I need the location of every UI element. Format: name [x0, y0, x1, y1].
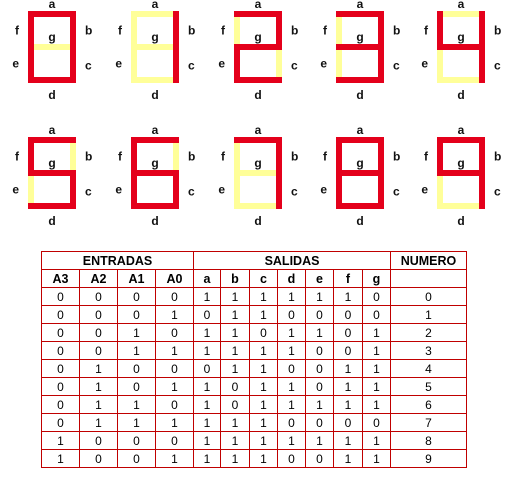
segment-label-f: f [15, 149, 19, 164]
table-cell: 0 [80, 306, 118, 324]
column-header: d [278, 270, 306, 288]
table-cell: 1 [306, 324, 334, 342]
table-row [42, 414, 467, 432]
seven-segment-digit [218, 123, 298, 228]
segment-label-a: a [48, 0, 56, 11]
table-cell: 1 [118, 396, 156, 414]
table-cell: 1 [250, 432, 278, 450]
table-cell: 1 [194, 450, 221, 468]
table-cell: 1 [80, 414, 118, 432]
table-cell: 1 [118, 414, 156, 432]
segment-label-a: a [48, 123, 56, 137]
table-cell: 1 [194, 378, 221, 396]
segment-label-e: e [218, 56, 225, 71]
segment-label-d: d [48, 214, 56, 228]
table-cell: 1 [278, 378, 306, 396]
table-cell: 0 [334, 306, 363, 324]
column-header: A0 [156, 270, 194, 288]
seven-segment-digit [320, 123, 400, 228]
segment-label-a: a [151, 0, 159, 11]
table-cell: 1 [250, 414, 278, 432]
seven-segment-digit [115, 0, 195, 102]
table-cell: 1 [194, 324, 221, 342]
table-cell: 0 [306, 342, 334, 360]
segment-label-d: d [356, 88, 364, 102]
segment-label-c: c [494, 58, 501, 73]
table-cell: 1 [250, 396, 278, 414]
table-cell: 1 [334, 396, 363, 414]
segment-label-e: e [320, 182, 327, 197]
segment-label-b: b [188, 23, 196, 38]
column-header: c [250, 270, 278, 288]
table-cell: 1 [278, 396, 306, 414]
table-cell: 0 [306, 378, 334, 396]
table-cell: 0 [334, 414, 363, 432]
column-header: f [334, 270, 363, 288]
table-cell: 0 [221, 378, 250, 396]
segment-label-c: c [494, 184, 501, 199]
segment-label-g: g [151, 30, 159, 44]
segment-label-c: c [393, 58, 400, 73]
table-cell: 1 [250, 360, 278, 378]
segment-label-d: d [151, 214, 159, 228]
table-cell: 0 [118, 432, 156, 450]
segment-label-b: b [291, 149, 299, 164]
table-cell: 0 [306, 450, 334, 468]
truth-table-body [42, 288, 467, 468]
numero-column-header [391, 270, 467, 288]
numero-cell: 2 [391, 324, 467, 342]
segment-label-a: a [356, 123, 364, 137]
table-cell: 1 [221, 432, 250, 450]
segment-label-f: f [424, 23, 428, 38]
table-row [42, 324, 467, 342]
table-cell: 1 [156, 414, 194, 432]
seven-segment-digit [115, 123, 195, 228]
table-cell: 1 [194, 396, 221, 414]
table-cell: 1 [80, 396, 118, 414]
table-cell: 1 [363, 432, 391, 450]
table-cell: 1 [306, 432, 334, 450]
segment-label-c: c [291, 58, 298, 73]
numero-cell: 8 [391, 432, 467, 450]
table-cell: 0 [194, 306, 221, 324]
segment-label-c: c [393, 184, 400, 199]
segment-label-d: d [151, 88, 159, 102]
table-cell: 0 [278, 450, 306, 468]
numero-cell: 1 [391, 306, 467, 324]
truth-table [41, 251, 467, 468]
table-cell: 1 [334, 288, 363, 306]
table-cell: 0 [363, 288, 391, 306]
segment-label-f: f [118, 23, 122, 38]
table-cell: 0 [334, 324, 363, 342]
table-cell: 1 [194, 414, 221, 432]
table-cell: 1 [306, 288, 334, 306]
table-row [42, 450, 467, 468]
seven-segment-digit [218, 0, 298, 102]
table-group-header-row [42, 252, 467, 270]
segment-label-b: b [291, 23, 299, 38]
table-cell: 0 [156, 360, 194, 378]
table-cell: 1 [278, 324, 306, 342]
segment-label-f: f [424, 149, 428, 164]
segment-label-a: a [457, 0, 465, 11]
table-row [42, 396, 467, 414]
segment-label-e: e [12, 56, 19, 71]
table-cell: 1 [306, 396, 334, 414]
column-header: A2 [80, 270, 118, 288]
table-cell: 0 [156, 396, 194, 414]
segment-label-a: a [457, 123, 465, 137]
table-cell: 0 [278, 306, 306, 324]
table-cell: 0 [306, 360, 334, 378]
table-cell: 0 [42, 288, 80, 306]
table-cell: 1 [334, 360, 363, 378]
seven-segment-digit [421, 123, 501, 228]
table-cell: 1 [156, 306, 194, 324]
segment-label-a: a [254, 123, 262, 137]
segment-label-f: f [323, 23, 327, 38]
segment-label-e: e [12, 182, 19, 197]
table-cell: 1 [363, 360, 391, 378]
table-cell: 1 [363, 396, 391, 414]
table-cell: 0 [42, 306, 80, 324]
segment-label-e: e [115, 182, 122, 197]
table-cell: 0 [156, 324, 194, 342]
segment-label-g: g [151, 156, 159, 170]
table-cell: 1 [334, 432, 363, 450]
segment-label-d: d [48, 88, 56, 102]
table-cell: 1 [250, 288, 278, 306]
table-row [42, 306, 467, 324]
table-cell: 1 [363, 324, 391, 342]
segment-label-g: g [254, 156, 262, 170]
segment-label-c: c [85, 184, 92, 199]
numero-cell: 7 [391, 414, 467, 432]
segment-label-c: c [85, 58, 92, 73]
table-cell: 0 [80, 324, 118, 342]
table-cell: 1 [221, 360, 250, 378]
table-cell: 0 [194, 360, 221, 378]
segment-label-a: a [151, 123, 159, 137]
table-cell: 1 [156, 450, 194, 468]
numero-cell: 4 [391, 360, 467, 378]
segment-label-g: g [356, 156, 364, 170]
table-cell: 1 [221, 414, 250, 432]
segment-label-g: g [356, 30, 364, 44]
table-cell: 0 [42, 360, 80, 378]
segment-label-b: b [494, 23, 502, 38]
table-cell: 1 [118, 342, 156, 360]
table-cell: 0 [42, 414, 80, 432]
segment-label-b: b [494, 149, 502, 164]
table-cell: 0 [118, 360, 156, 378]
segment-label-g: g [457, 156, 465, 170]
table-cell: 1 [42, 432, 80, 450]
table-cell: 0 [334, 342, 363, 360]
column-header: g [363, 270, 391, 288]
numero-cell: 0 [391, 288, 467, 306]
segment-label-a: a [356, 0, 364, 11]
table-cell: 0 [221, 396, 250, 414]
segment-label-f: f [221, 149, 225, 164]
segment-label-e: e [115, 56, 122, 71]
table-cell: 0 [363, 306, 391, 324]
table-cell: 1 [278, 432, 306, 450]
table-cell: 1 [278, 342, 306, 360]
segment-label-f: f [118, 149, 122, 164]
segment-label-c: c [291, 184, 298, 199]
table-cell: 1 [221, 450, 250, 468]
segment-label-g: g [457, 30, 465, 44]
segment-label-d: d [457, 214, 465, 228]
table-cell: 0 [250, 324, 278, 342]
table-cell: 1 [334, 378, 363, 396]
table-cell: 1 [250, 342, 278, 360]
table-cell: 1 [221, 306, 250, 324]
table-cell: 1 [221, 324, 250, 342]
seven-segment-digit [320, 0, 400, 102]
table-cell: 0 [278, 414, 306, 432]
table-cell: 0 [278, 360, 306, 378]
segment-label-g: g [48, 156, 56, 170]
column-header: e [306, 270, 334, 288]
column-header: a [194, 270, 221, 288]
column-header: A1 [118, 270, 156, 288]
seven-segment-digit [12, 123, 92, 228]
table-row [42, 432, 467, 450]
segment-label-f: f [323, 149, 327, 164]
table-cell: 1 [80, 360, 118, 378]
table-cell: 0 [306, 414, 334, 432]
table-cell: 0 [80, 288, 118, 306]
segment-label-e: e [421, 182, 428, 197]
table-cell: 1 [363, 342, 391, 360]
segment-label-b: b [393, 149, 401, 164]
table-cell: 0 [80, 450, 118, 468]
segment-label-d: d [356, 214, 364, 228]
table-row [42, 288, 467, 306]
table-cell: 0 [42, 396, 80, 414]
table-cell: 1 [194, 342, 221, 360]
table-cell: 1 [42, 450, 80, 468]
segment-label-a: a [254, 0, 262, 11]
seven-segment-digit [421, 0, 501, 102]
segment-label-g: g [48, 30, 56, 44]
segment-label-f: f [15, 23, 19, 38]
table-cell: 1 [334, 450, 363, 468]
table-cell: 1 [118, 324, 156, 342]
numero-header: NUMERO [391, 252, 467, 270]
table-cell: 1 [221, 288, 250, 306]
segment-label-b: b [393, 23, 401, 38]
table-cell: 0 [363, 414, 391, 432]
table-cell: 0 [156, 288, 194, 306]
table-cell: 0 [156, 432, 194, 450]
table-cell: 1 [250, 378, 278, 396]
table-row [42, 342, 467, 360]
table-cell: 1 [156, 378, 194, 396]
segment-label-e: e [320, 56, 327, 71]
table-cell: 0 [80, 342, 118, 360]
segment-label-b: b [188, 149, 196, 164]
table-cell: 0 [42, 324, 80, 342]
table-cell: 1 [250, 450, 278, 468]
segment-label-d: d [254, 214, 262, 228]
column-header: A3 [42, 270, 80, 288]
table-cell: 1 [363, 450, 391, 468]
segment-label-d: d [457, 88, 465, 102]
segment-label-b: b [85, 149, 93, 164]
table-cell: 1 [80, 378, 118, 396]
column-header: b [221, 270, 250, 288]
salidas-header: SALIDAS [194, 252, 391, 270]
segment-label-e: e [218, 182, 225, 197]
table-cell: 0 [306, 306, 334, 324]
segment-label-c: c [188, 58, 195, 73]
segment-label-b: b [85, 23, 93, 38]
table-cell: 0 [118, 378, 156, 396]
table-row [42, 360, 467, 378]
table-cell: 0 [42, 342, 80, 360]
table-cell: 0 [80, 432, 118, 450]
entradas-header: ENTRADAS [42, 252, 194, 270]
segment-label-g: g [254, 30, 262, 44]
table-column-header-row [42, 270, 467, 288]
table-cell: 1 [363, 378, 391, 396]
segment-label-e: e [421, 56, 428, 71]
numero-cell: 9 [391, 450, 467, 468]
table-cell: 1 [250, 306, 278, 324]
table-cell: 1 [194, 432, 221, 450]
table-row [42, 378, 467, 396]
table-cell: 0 [118, 288, 156, 306]
segment-label-d: d [254, 88, 262, 102]
table-cell: 1 [278, 288, 306, 306]
numero-cell: 3 [391, 342, 467, 360]
table-cell: 1 [156, 342, 194, 360]
table-cell: 1 [221, 342, 250, 360]
table-cell: 1 [194, 288, 221, 306]
segment-label-c: c [188, 184, 195, 199]
table-cell: 0 [42, 378, 80, 396]
numero-cell: 6 [391, 396, 467, 414]
table-cell: 0 [118, 306, 156, 324]
seven-segment-digit [12, 0, 92, 102]
numero-cell: 5 [391, 378, 467, 396]
segment-label-f: f [221, 23, 225, 38]
table-cell: 0 [118, 450, 156, 468]
